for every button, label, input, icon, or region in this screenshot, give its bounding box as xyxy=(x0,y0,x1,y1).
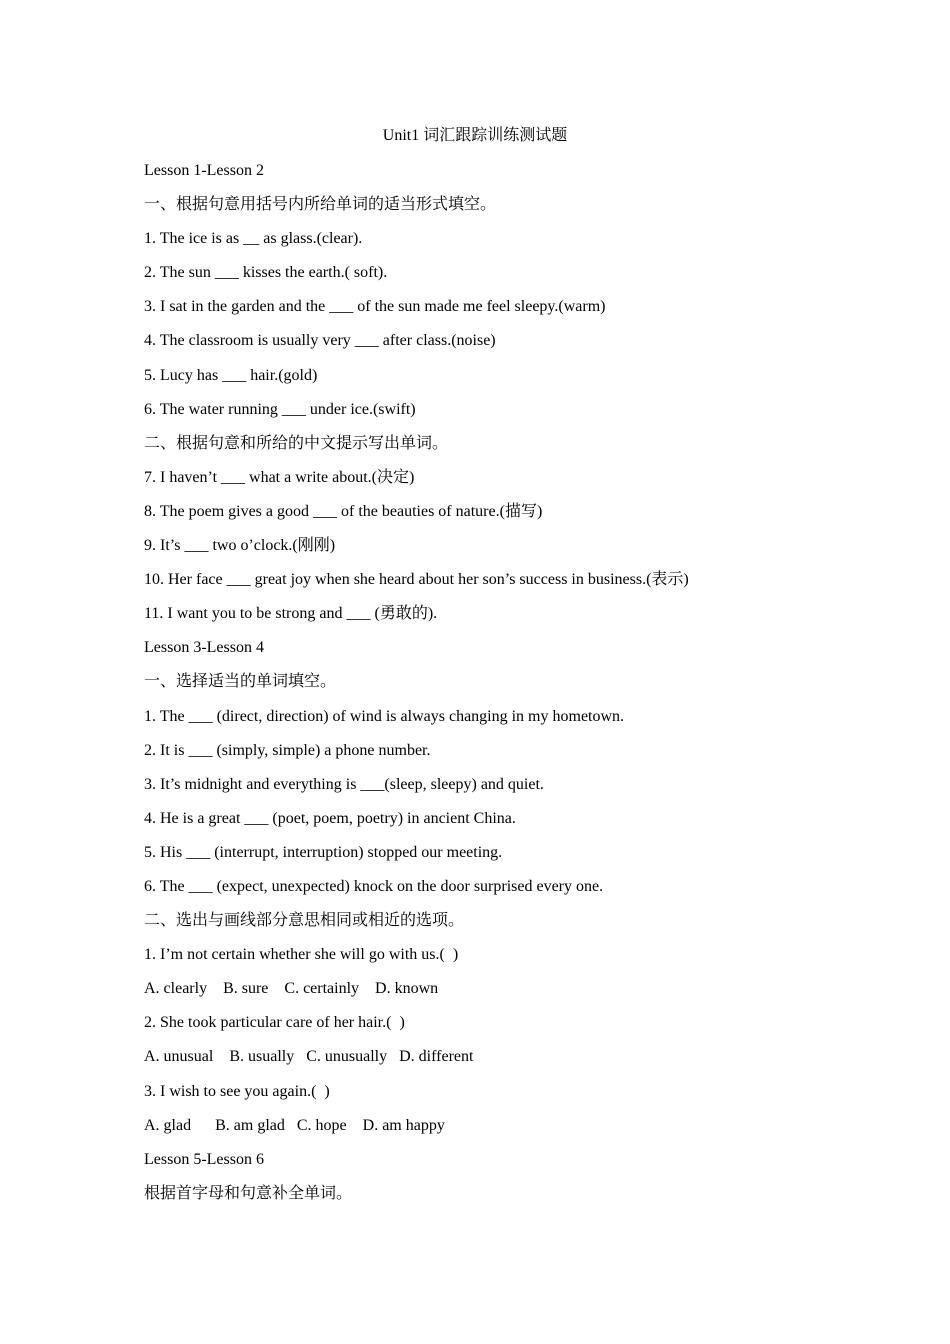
text-line: 2. It is ___ (simply, simple) a phone number. xyxy=(144,741,431,759)
text-line: 4. He is a great ___ (poet, poem, poetry) in ancient China. xyxy=(144,809,516,827)
text-line: 一、根据句意用括号内所给单词的适当形式填空。 xyxy=(144,196,497,214)
text-line: 5. His ___ (interrupt, interruption) stopped our meeting. xyxy=(144,843,503,861)
text-line: 11. I want you to be strong and ___ (勇敢的). xyxy=(144,605,438,623)
text-line: 3. I sat in the garden and the ___ of the sun made me feel sleepy.(warm) xyxy=(144,298,606,316)
document-title: Unit1 词汇跟踪训练测试题 xyxy=(382,127,568,144)
text-line: A. glad B. am glad C. hope D. am happy xyxy=(144,1116,445,1134)
text-line: Lesson 3-Lesson 4 xyxy=(144,639,264,657)
text-line: 二、选出与画线部分意思相同或相近的选项。 xyxy=(144,912,465,930)
text-line: 2. She took particular care of her hair.( ) xyxy=(144,1014,405,1032)
text-line: A. unusual B. usually C. unusually D. different xyxy=(144,1048,474,1066)
document-body xyxy=(144,160,844,1217)
text-line: 3. It’s midnight and everything is ___(sleep, sleepy) and quiet. xyxy=(144,775,544,793)
text-line: 3. I wish to see you again.( ) xyxy=(144,1082,330,1100)
text-line: 二、根据句意和所给的中文提示写出单词。 xyxy=(144,434,449,452)
text-line: 1. I’m not certain whether she will go with us.( ) xyxy=(144,946,459,964)
text-line: Lesson 5-Lesson 6 xyxy=(144,1150,264,1168)
text-line: 4. The classroom is usually very ___ after class.(noise) xyxy=(144,332,496,350)
text-line: 6. The ___ (expect, unexpected) knock on the door surprised every one. xyxy=(144,877,604,895)
text-line: 6. The water running ___ under ice.(swift) xyxy=(144,400,416,418)
text-line: 10. Her face ___ great joy when she heard about her son’s success in business.(表示) xyxy=(144,571,689,589)
text-line: Lesson 1-Lesson 2 xyxy=(144,162,264,179)
text-line: 1. The ice is as __ as glass.(clear). xyxy=(144,230,363,248)
text-line: 9. It’s ___ two o’clock.(刚刚) xyxy=(144,537,336,555)
text-line: 根据首字母和句意补全单词。 xyxy=(144,1184,353,1202)
text-line: 一、选择适当的单词填空。 xyxy=(144,673,337,691)
text-line: A. clearly B. sure C. certainly D. known xyxy=(144,980,439,998)
text-line: 2. The sun ___ kisses the earth.( soft). xyxy=(144,264,388,282)
text-line: 1. The ___ (direct, direction) of wind is always changing in my hometown. xyxy=(144,707,625,725)
text-line: 5. Lucy has ___ hair.(gold) xyxy=(144,366,318,384)
text-line: 8. The poem gives a good ___ of the beauties of nature.(描写) xyxy=(144,502,543,520)
text-line: 7. I haven’t ___ what a write about.(决定) xyxy=(144,468,415,486)
